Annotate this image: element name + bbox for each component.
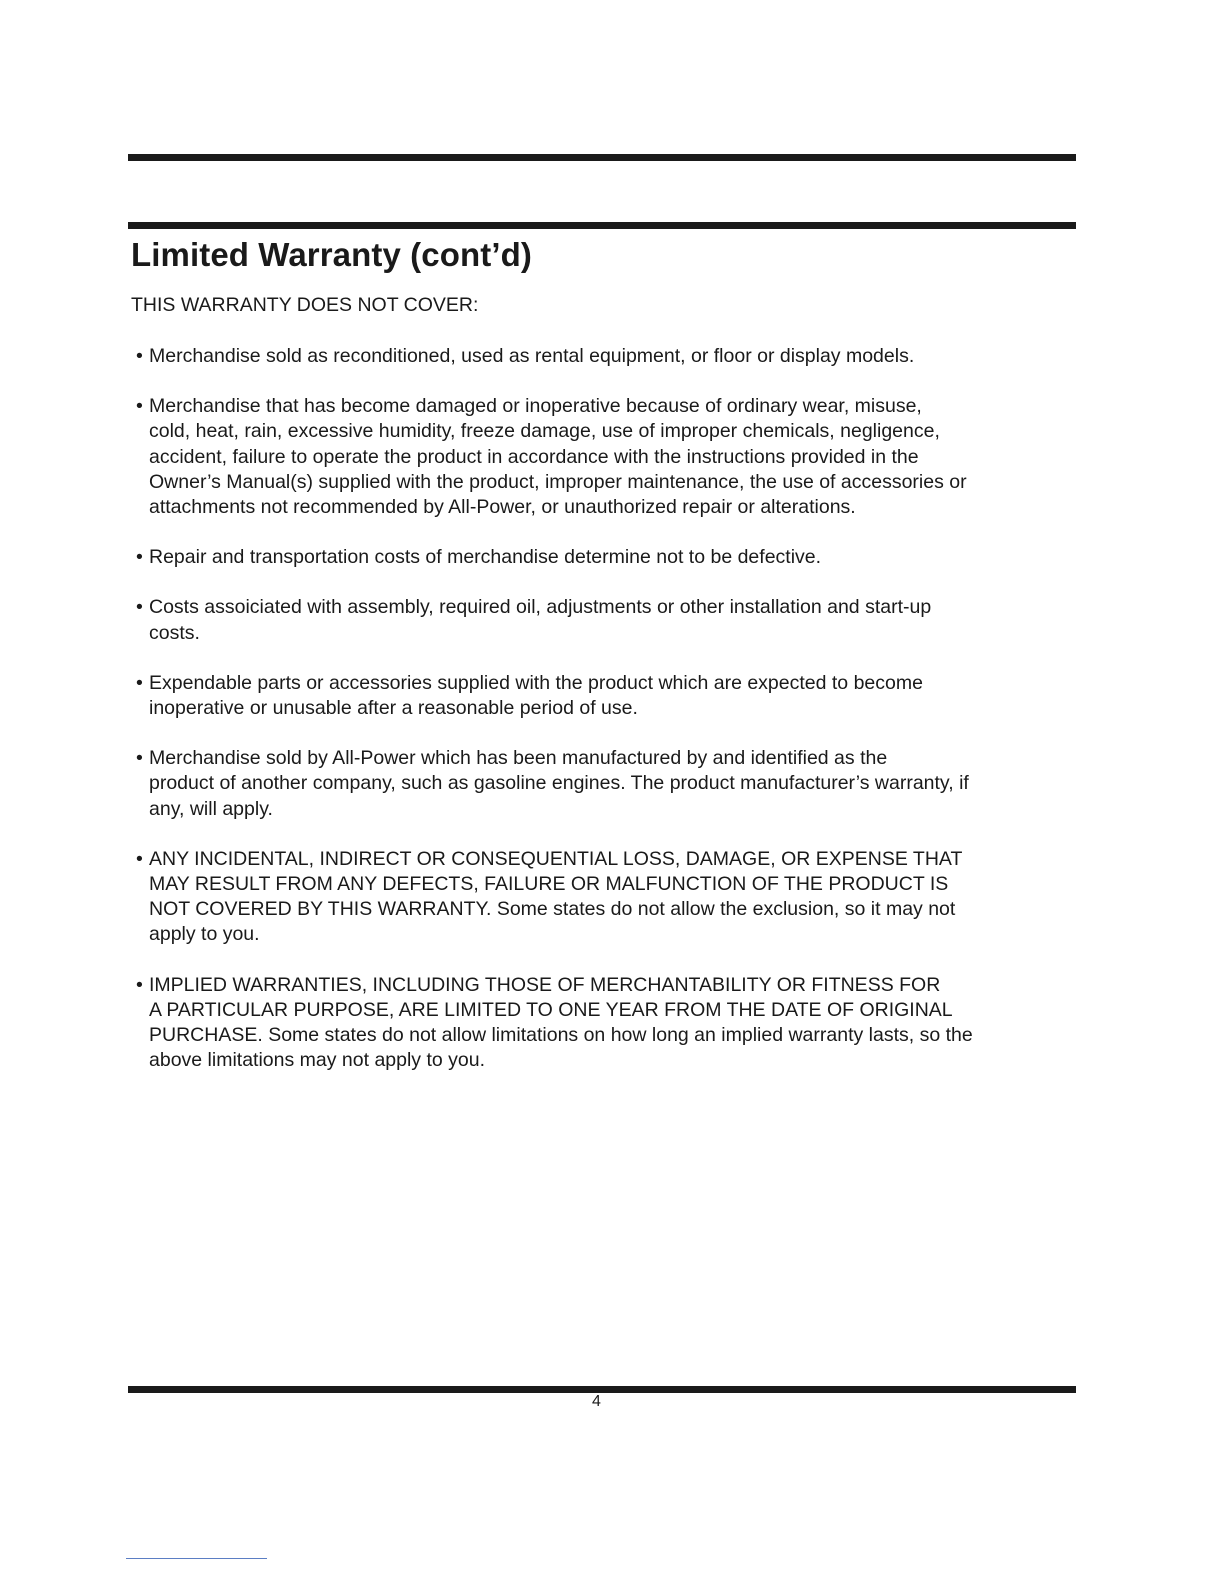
list-item-line: product of another company, such as gasoline engines. The product manufacturer’s warranty, if (149, 772, 969, 795)
list-item-line: IMPLIED WARRANTIES, INCLUDING THOSE OF MERCHANTABILITY OR FITNESS FOR (149, 973, 941, 996)
list-item (137, 671, 1085, 721)
list-item-line: attachments not recommended by All-Power, or unauthorized repair or alterations. (149, 496, 856, 519)
list-item-line: any, will apply. (149, 797, 273, 820)
list-item-line: NOT COVERED BY THIS WARRANTY. Some states do not allow the exclusion, so it may not (149, 898, 956, 921)
bullet-icon: • (136, 973, 143, 996)
list-item-line: Expendable parts or accessories supplied with the product which are expected to become (149, 671, 923, 694)
list-item-line: A PARTICULAR PURPOSE, ARE LIMITED TO ONE YEAR FROM THE DATE OF ORIGINAL (149, 998, 953, 1021)
list-item-line: above limitations may not apply to you. (149, 1049, 486, 1072)
list-item (137, 344, 1085, 369)
bullet-icon: • (136, 747, 143, 770)
list-item-line: cold, heat, rain, excessive humidity, freeze damage, use of improper chemicals, negligence, (149, 420, 940, 443)
list-item (137, 746, 1085, 822)
list-item-line: Merchandise that has become damaged or inoperative because of ordinary wear, misuse, (149, 395, 922, 418)
list-item (137, 973, 1085, 1074)
title-divider (128, 222, 1076, 229)
bullet-icon: • (136, 345, 143, 367)
list-item-line: Merchandise sold by All-Power which has been manufactured by and identified as the (149, 747, 888, 770)
page-number: 4 (592, 1393, 601, 1410)
section-subtitle: THIS WARRANTY DOES NOT COVER: (131, 294, 479, 316)
bullet-icon: • (136, 546, 143, 569)
list-item-line: PURCHASE. Some states do not allow limitations on how long an implied warranty lasts, so the (149, 1024, 973, 1047)
list-item-line: accident, failure to operate the product in accordance with the instructions provided in the (149, 445, 919, 468)
list-item-line: MAY RESULT FROM ANY DEFECTS, FAILURE OR MALFUNCTION OF THE PRODUCT IS (149, 873, 949, 896)
bullet-icon: • (136, 395, 143, 418)
list-item-line: apply to you. (149, 923, 260, 946)
top-divider (128, 154, 1076, 161)
list-item-line: Owner’s Manual(s) supplied with the product, improper maintenance, the use of accessories or (149, 470, 967, 493)
list-item (137, 847, 1085, 948)
list-item-line: Costs assoiciated with assembly, required oil, adjustments or other installation and start-up (149, 596, 932, 619)
footer-link-underline (126, 1558, 267, 1559)
list-item-line: costs. (149, 621, 200, 644)
list-item-line: Merchandise sold as reconditioned, used as rental equipment, or floor or display models. (149, 345, 915, 367)
list-item-line: inoperative or unusable after a reasonable period of use. (149, 697, 638, 720)
list-item-line: ANY INCIDENTAL, INDIRECT OR CONSEQUENTIAL LOSS, DAMAGE, OR EXPENSE THAT (149, 847, 963, 870)
list-item (137, 394, 1085, 520)
list-item (137, 545, 1085, 570)
bullet-icon: • (136, 671, 143, 694)
exclusions-list (137, 344, 1085, 1098)
bullet-icon: • (136, 847, 143, 870)
list-item-line: Repair and transportation costs of merchandise determine not to be defective. (149, 546, 822, 569)
bottom-divider (128, 1386, 1076, 1393)
bullet-icon: • (136, 596, 143, 619)
page-title: Limited Warranty (cont’d) (131, 236, 532, 273)
list-item (137, 595, 1085, 645)
